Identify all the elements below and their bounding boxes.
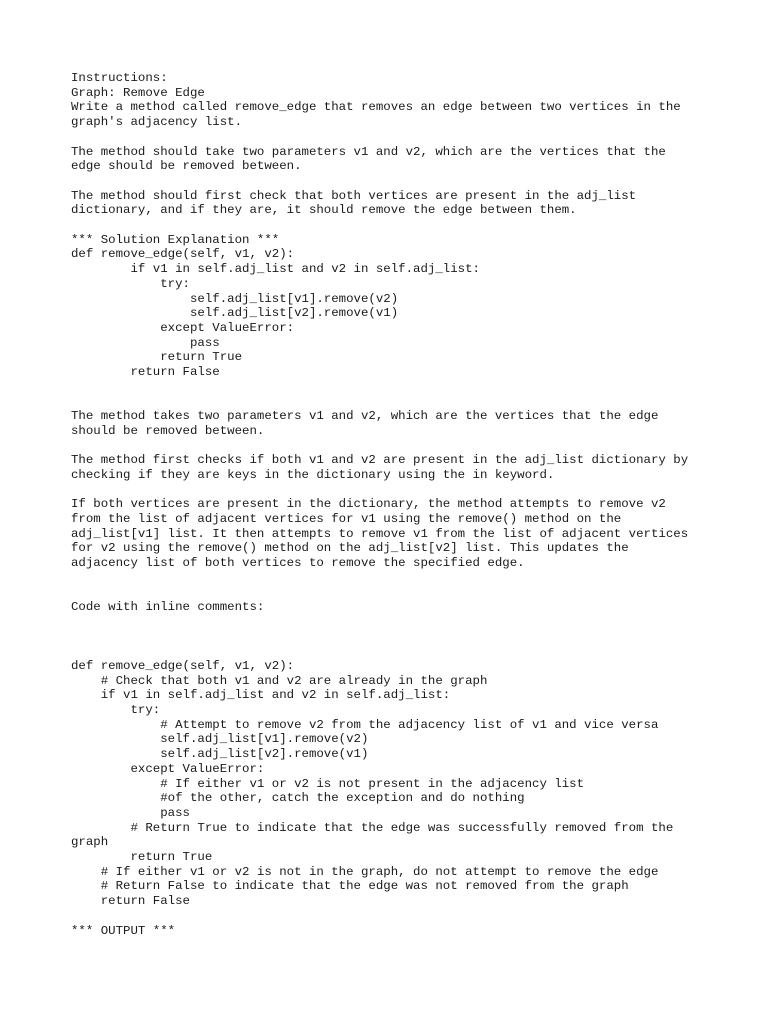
code-line: # If either v1 or v2 is not in the graph, do not attempt to remove the edge (71, 864, 659, 879)
code-line: return False (71, 365, 220, 380)
code-line: def remove_edge(self, v1, v2): (71, 247, 295, 262)
text-line: graph's adjacency list. (71, 115, 243, 130)
code-line: self.adj_list[v1].remove(v2) (71, 291, 399, 306)
check-paragraph (71, 189, 711, 218)
code-line: # Return True to indicate that the edge was successfully removed from the (71, 820, 674, 835)
text-line: adjacency list of both vertices to remove the specified edge. (71, 556, 525, 571)
code-line: return True (71, 850, 213, 865)
code-line: #of the other, catch the exception and do nothing (71, 791, 525, 806)
code-line: try: (71, 703, 161, 718)
code-line: if v1 in self.adj_list and v2 in self.adj_list: (71, 262, 480, 277)
code-line: except ValueError: (71, 761, 265, 776)
text-line: The method should take two parameters v1 and v2, which are the vertices that the (71, 144, 666, 159)
text-line: Write a method called remove_edge that removes an edge between two vertices in the (71, 100, 681, 115)
intro-paragraph (71, 100, 711, 129)
instructions-heading: Instructions: (71, 71, 168, 85)
text-line: from the list of adjacent vertices for v1 using the remove() method on the (71, 511, 622, 526)
text-line: dictionary, and if they are, it should remove the edge between them. (71, 203, 577, 218)
text-line: The method takes two parameters v1 and v2, which are the vertices that the edge (71, 409, 659, 424)
code-line: except ValueError: (71, 320, 295, 335)
text-line: should be removed between. (71, 423, 265, 438)
code-line: pass (71, 335, 220, 350)
code-line: return True (71, 350, 243, 365)
explanation-paragraph-2 (71, 453, 711, 482)
code-line: self.adj_list[v2].remove(v1) (71, 306, 399, 321)
code-line: # Check that both v1 and v2 are already in the graph (71, 673, 488, 688)
commented-code-block (71, 659, 711, 909)
code-line: self.adj_list[v2].remove(v1) (71, 747, 369, 762)
text-line: checking if they are keys in the dictionary using the in keyword. (71, 467, 555, 482)
document-page (71, 71, 711, 938)
text-line: for v2 using the remove() method on the adj_list[v2] list. This updates the (71, 541, 629, 556)
code-line: graph (71, 835, 109, 850)
text-line: The method should first check that both vertices are present in the adj_list (71, 188, 637, 203)
comments-heading: Code with inline comments: (71, 600, 265, 615)
task-title: Graph: Remove Edge (71, 85, 205, 100)
explanation-paragraph-3 (71, 497, 711, 571)
output-heading: *** OUTPUT *** (71, 923, 176, 938)
text-line: If both vertices are present in the dictionary, the method attempts to remove v2 (71, 497, 666, 512)
code-line: return False (71, 894, 190, 909)
solution-heading: *** Solution Explanation *** (71, 232, 280, 247)
code-line: try: (71, 276, 190, 291)
text-line: edge should be removed between. (71, 159, 302, 174)
code-line: def remove_edge(self, v1, v2): (71, 658, 295, 673)
code-line: # Return False to indicate that the edge was not removed from the graph (71, 879, 629, 894)
code-line: if v1 in self.adj_list and v2 in self.adj_list: (71, 688, 451, 703)
code-line: # Attempt to remove v2 from the adjacency list of v1 and vice versa (71, 717, 659, 732)
code-line: self.adj_list[v1].remove(v2) (71, 732, 369, 747)
text-line: adj_list[v1] list. It then attempts to remove v1 from the list of adjacent vertices (71, 526, 689, 541)
param-paragraph (71, 145, 711, 174)
solution-code-block (71, 247, 711, 379)
text-line: The method first checks if both v1 and v2 are present in the adj_list dictionary by (71, 453, 689, 468)
explanation-paragraph-1 (71, 409, 711, 438)
code-line: # If either v1 or v2 is not present in the adjacency list (71, 776, 585, 791)
code-line: pass (71, 805, 190, 820)
